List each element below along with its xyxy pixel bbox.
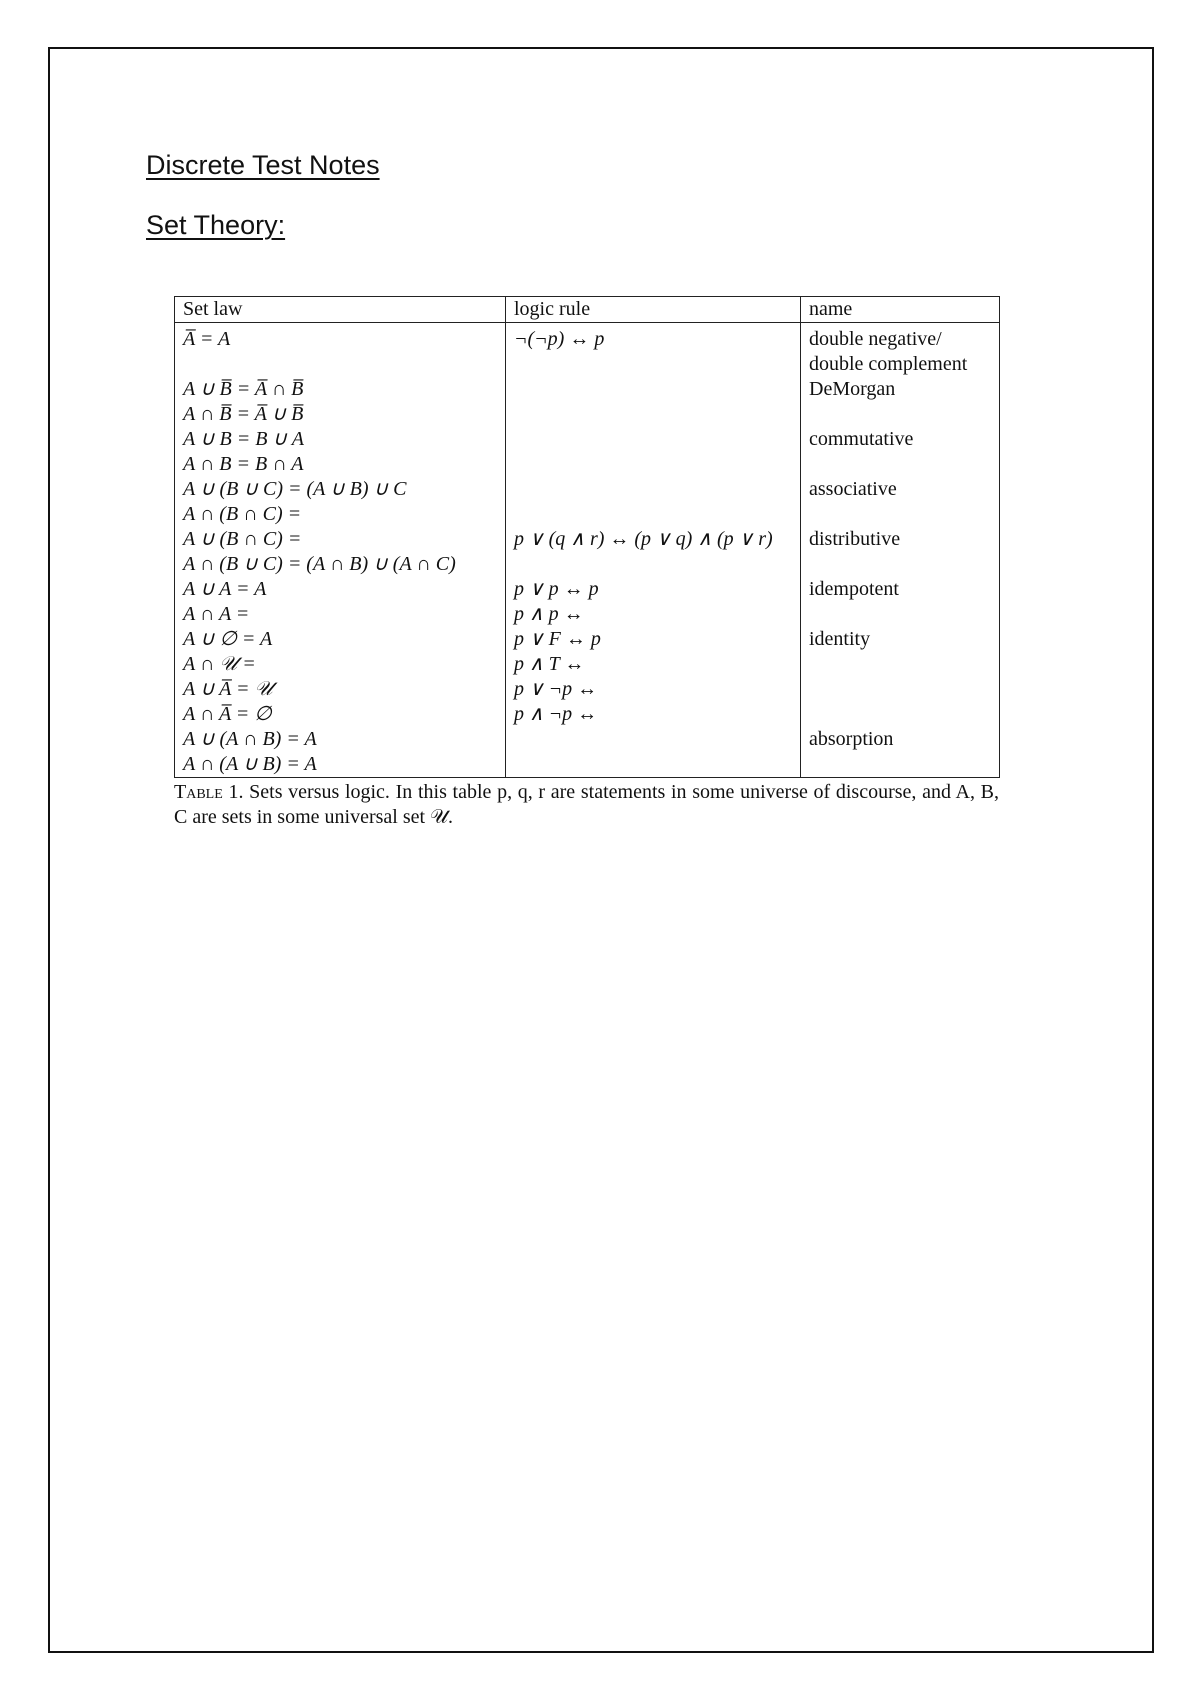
table-row (175, 477, 1000, 502)
logic-rule-cell (506, 427, 801, 452)
set-law-cell: A ∩ (A ∪ B) = A (175, 752, 506, 778)
law-name-cell (801, 752, 1000, 778)
set-law-cell: A ∪ (B ∪ C) = (A ∪ B) ∪ C (175, 477, 506, 502)
law-name-cell (801, 677, 1000, 702)
law-name-cell (801, 502, 1000, 527)
logic-rule-cell: p ∨ ¬p ↔ (506, 677, 801, 702)
law-name-cell (801, 452, 1000, 477)
table-header-row (175, 297, 1000, 323)
set-law-cell: A̅ = A (175, 323, 506, 378)
table-row (175, 402, 1000, 427)
logic-rule-cell (506, 477, 801, 502)
table-row (175, 377, 1000, 402)
law-name-cell: distributive (801, 527, 1000, 552)
set-law-cell: A ∩ A̅ = ∅ (175, 702, 506, 727)
logic-rule-cell: p ∨ (q ∧ r) ↔ (p ∨ q) ∧ (p ∨ r) (506, 527, 801, 552)
set-law-cell: A ∪ ∅ = A (175, 627, 506, 652)
law-name-cell (801, 702, 1000, 727)
law-name-cell (801, 652, 1000, 677)
set-law-cell: A ∩ (B ∪ C) = (A ∩ B) ∪ (A ∩ C) (175, 552, 506, 577)
table-row (175, 452, 1000, 477)
table-row (175, 677, 1000, 702)
law-name-cell (801, 602, 1000, 627)
set-laws-table (174, 296, 1000, 778)
set-laws-table-container (174, 296, 999, 830)
caption-text: Sets versus logic. In this table p, q, r are statements in some universe of discourse, and A, B, C are sets in some universal set 𝒰. (174, 781, 999, 828)
table-row (175, 502, 1000, 527)
set-law-cell: A ∪ B = B ∪ A (175, 427, 506, 452)
law-name-cell: idempotent (801, 577, 1000, 602)
law-name-cell (801, 402, 1000, 427)
logic-rule-cell (506, 377, 801, 402)
table-row (175, 427, 1000, 452)
law-name-cell (801, 552, 1000, 577)
law-name-cell: double negative/ double complement (801, 323, 1000, 378)
set-law-cell: A ∩ B = B ∩ A (175, 452, 506, 477)
logic-rule-cell: p ∧ T ↔ (506, 652, 801, 677)
table-row (175, 527, 1000, 552)
table-row (175, 752, 1000, 778)
set-law-cell: A ∩ 𝒰 = (175, 652, 506, 677)
set-law-cell: A ∪ A = A (175, 577, 506, 602)
header-logic-rule: logic rule (506, 297, 801, 323)
table-row (175, 727, 1000, 752)
set-law-cell: A ∪ (A ∩ B) = A (175, 727, 506, 752)
page-border (48, 47, 1154, 1653)
logic-rule-cell: p ∨ F ↔ p (506, 627, 801, 652)
logic-rule-cell (506, 402, 801, 427)
law-name-cell: absorption (801, 727, 1000, 752)
law-name-cell: identity (801, 627, 1000, 652)
table-row (175, 627, 1000, 652)
logic-rule-cell: p ∧ ¬p ↔ (506, 702, 801, 727)
header-set-law: Set law (175, 297, 506, 323)
logic-rule-cell: p ∨ p ↔ p (506, 577, 801, 602)
set-law-cell: A ∩ A = (175, 602, 506, 627)
set-law-cell: A ∩ (B ∩ C) = (175, 502, 506, 527)
table-row (175, 602, 1000, 627)
caption-tag: Table 1. (174, 781, 244, 803)
set-law-cell: A ∪ A̅ = 𝒰 (175, 677, 506, 702)
logic-rule-cell: ¬(¬p) ↔ p (506, 323, 801, 378)
logic-rule-cell (506, 502, 801, 527)
set-law-cell: A ∪ (B ∩ C) = (175, 527, 506, 552)
logic-rule-cell: p ∧ p ↔ (506, 602, 801, 627)
document-title: Discrete Test Notes (146, 150, 380, 180)
table-body (175, 323, 1000, 778)
logic-rule-cell (506, 752, 801, 778)
header-name: name (801, 297, 1000, 323)
set-law-cell: A ∩ B̅ = A̅ ∪ B̅ (175, 402, 506, 427)
law-name-cell: associative (801, 477, 1000, 502)
logic-rule-cell (506, 552, 801, 577)
table-caption (174, 780, 999, 830)
set-law-cell: A ∪ B̅ = A̅ ∩ B̅ (175, 377, 506, 402)
law-name-cell: commutative (801, 427, 1000, 452)
logic-rule-cell (506, 452, 801, 477)
table-row (175, 577, 1000, 602)
logic-rule-cell (506, 727, 801, 752)
table-row (175, 652, 1000, 677)
table-row (175, 702, 1000, 727)
law-name-cell: DeMorgan (801, 377, 1000, 402)
table-row (175, 552, 1000, 577)
section-title: Set Theory: (146, 210, 286, 240)
table-row (175, 323, 1000, 378)
